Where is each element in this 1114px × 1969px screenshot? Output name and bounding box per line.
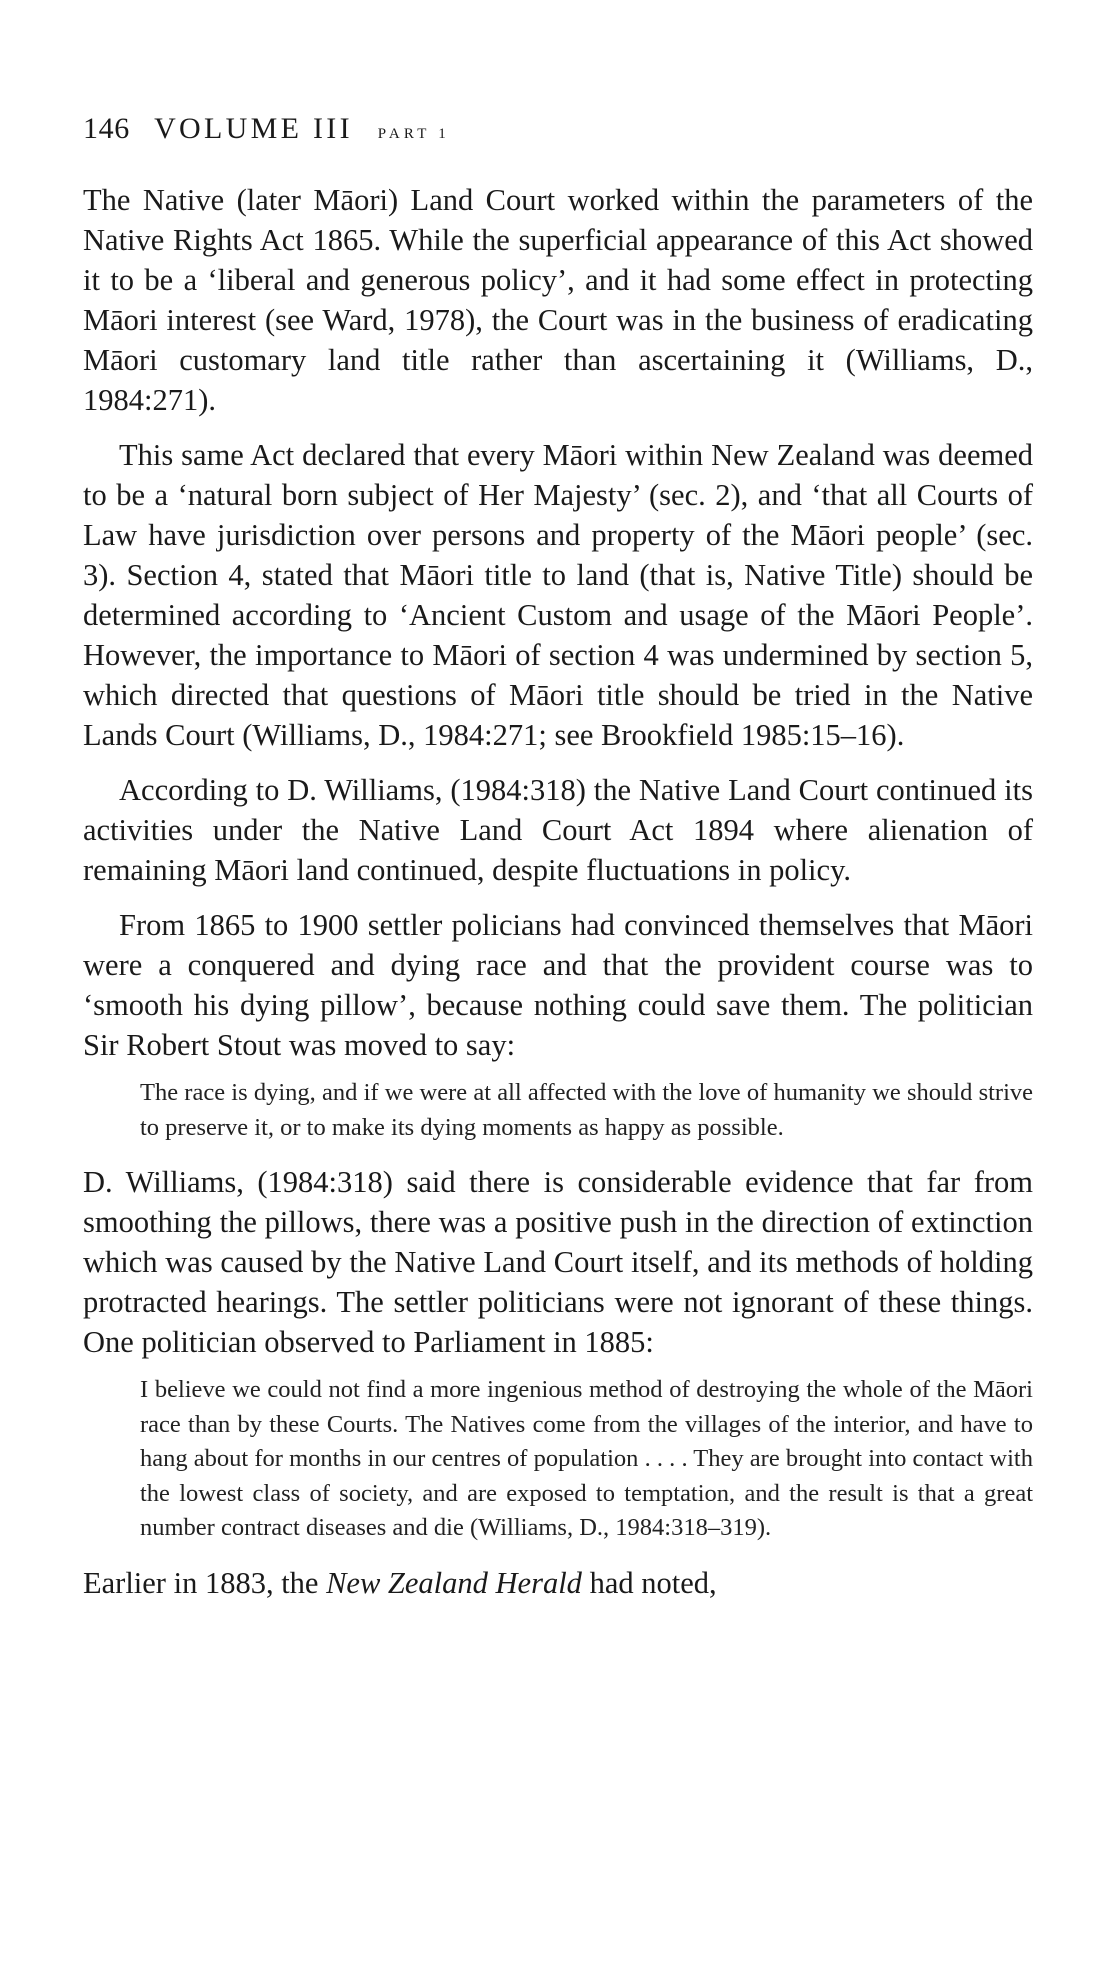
- volume-label: VOLUME III: [154, 112, 353, 145]
- text-had-noted: had noted,: [581, 1565, 717, 1600]
- text-earlier-prefix: Earlier in 1883, the: [83, 1565, 327, 1600]
- paragraph-williams-evidence: D. Williams, (1984:318) said there is considerable evidence that far from smoothing the pillows, there was a positive push in the direction of extinction which was caused by the Native Land Court itself, and its methods of holding protracted hearings. The settler politicians were not ignorant of these things. One politician observed to Parliament in 1885:: [83, 1165, 1033, 1359]
- body-text: [83, 180, 1033, 1603]
- paragraph-same-act: This same Act declared that every Māori within New Zealand was deemed to be a ‘natural born subject of Her Majesty’ (sec. 2), and ‘that all Courts of Law have jurisdiction over persons and property of the Māori people’ (sec. 3). Section 4, stated that Māori title to land (that is, Native Title) should be determined according to ‘Ancient Custom and usage of the Māori People’. However, the importance to Māori of section 4 was undermined by section 5, which directed that questions of Māori title should be tried in the Native Lands Court (Williams, D., 1984:271; see Brookfield 1985:15–16).: [83, 438, 1033, 752]
- newspaper-title: New Zealand Herald: [326, 1565, 582, 1600]
- paragraph-settler-politicians: From 1865 to 1900 settler policians had convinced themselves that Māori were a conquered and dying race and that the provident course was to ‘smooth his dying pillow’, because nothing could save them. The politician Sir Robert Stout was moved to say:: [83, 908, 1033, 1062]
- block-quote-stout: The race is dying, and if we were at all affected with the love of humanity we should strive to preserve it, or to make its dying moments as happy as possible.: [140, 1079, 1033, 1141]
- part-label: PART 1: [377, 126, 450, 142]
- paragraph-earlier-1883: [83, 1563, 1033, 1603]
- paragraph-according-williams: According to D. Williams, (1984:318) the Native Land Court continued its activities under the Native Land Court Act 1894 where alienation of remaining Māori land continued, despite fluctuations in policy.: [83, 773, 1033, 887]
- paragraph-native-land-court: The Native (later Māori) Land Court worked within the parameters of the Native Rights Act 1865. While the superficial appearance of this Act showed it to be a ‘liberal and generous policy’, and it had some effect in protecting Māori interest (see Ward, 1978), the Court was in the business of eradicating Māori customary land title rather than ascertaining it (Williams, D., 1984:271).: [83, 183, 1033, 417]
- running-head: [83, 112, 450, 146]
- page-number: 146: [83, 112, 130, 145]
- block-quote-parliament: I believe we could not find a more ingenious method of destroying the whole of the Māori race than by these Courts. The Natives come from the villages of the interior, and have to hang about for months in our centres of population . . . . They are brought into contact with the lowest class of society, and are exposed to temptation, and the result is that a great number contract diseases and die (Williams, D., 1984:318–319).: [140, 1376, 1033, 1541]
